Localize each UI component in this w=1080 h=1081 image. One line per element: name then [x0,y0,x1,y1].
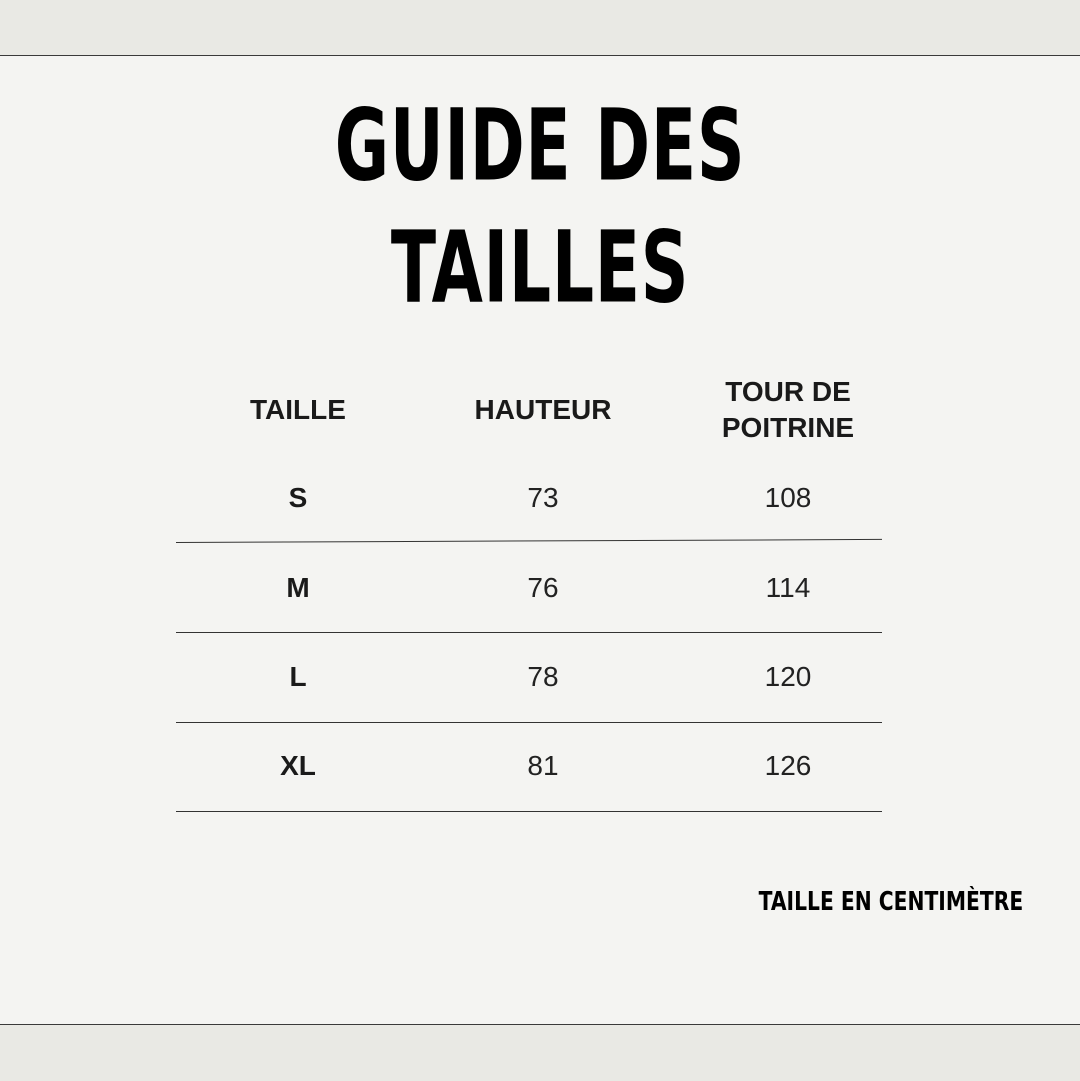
table-cell-size: S [288,482,308,513]
table-cell-chest: 114 [765,572,811,603]
units-footnote: TAILLE EN CENTIMÈTRE [758,887,1024,917]
row-divider [176,632,882,633]
row-divider [176,722,882,723]
table-cell-chest: 120 [764,661,812,692]
table-cell-chest: 126 [764,750,812,781]
table-cell-height: 78 [527,661,559,692]
column-header-height: HAUTEUR [474,394,612,425]
page-title-line-1: GUIDE DES [334,87,746,204]
table-cell-height: 81 [527,750,559,781]
bottom-border-band [0,1024,1080,1081]
table-cell-height: 76 [527,572,559,603]
top-border-band [0,0,1080,56]
page-title-line-2: TAILLES [390,209,690,326]
column-header-size: TAILLE [250,394,346,425]
table-cell-size: XL [280,750,316,781]
column-header-chest [688,374,888,446]
column-header-chest-line-2: POITRINE [721,412,855,443]
column-header-chest-line-1: TOUR DE [725,376,851,407]
table-cell-size: M [286,572,310,603]
table-cell-height: 73 [527,482,559,513]
row-divider [176,811,882,812]
table-cell-size: L [289,661,307,692]
table-cell-chest: 108 [764,482,812,513]
